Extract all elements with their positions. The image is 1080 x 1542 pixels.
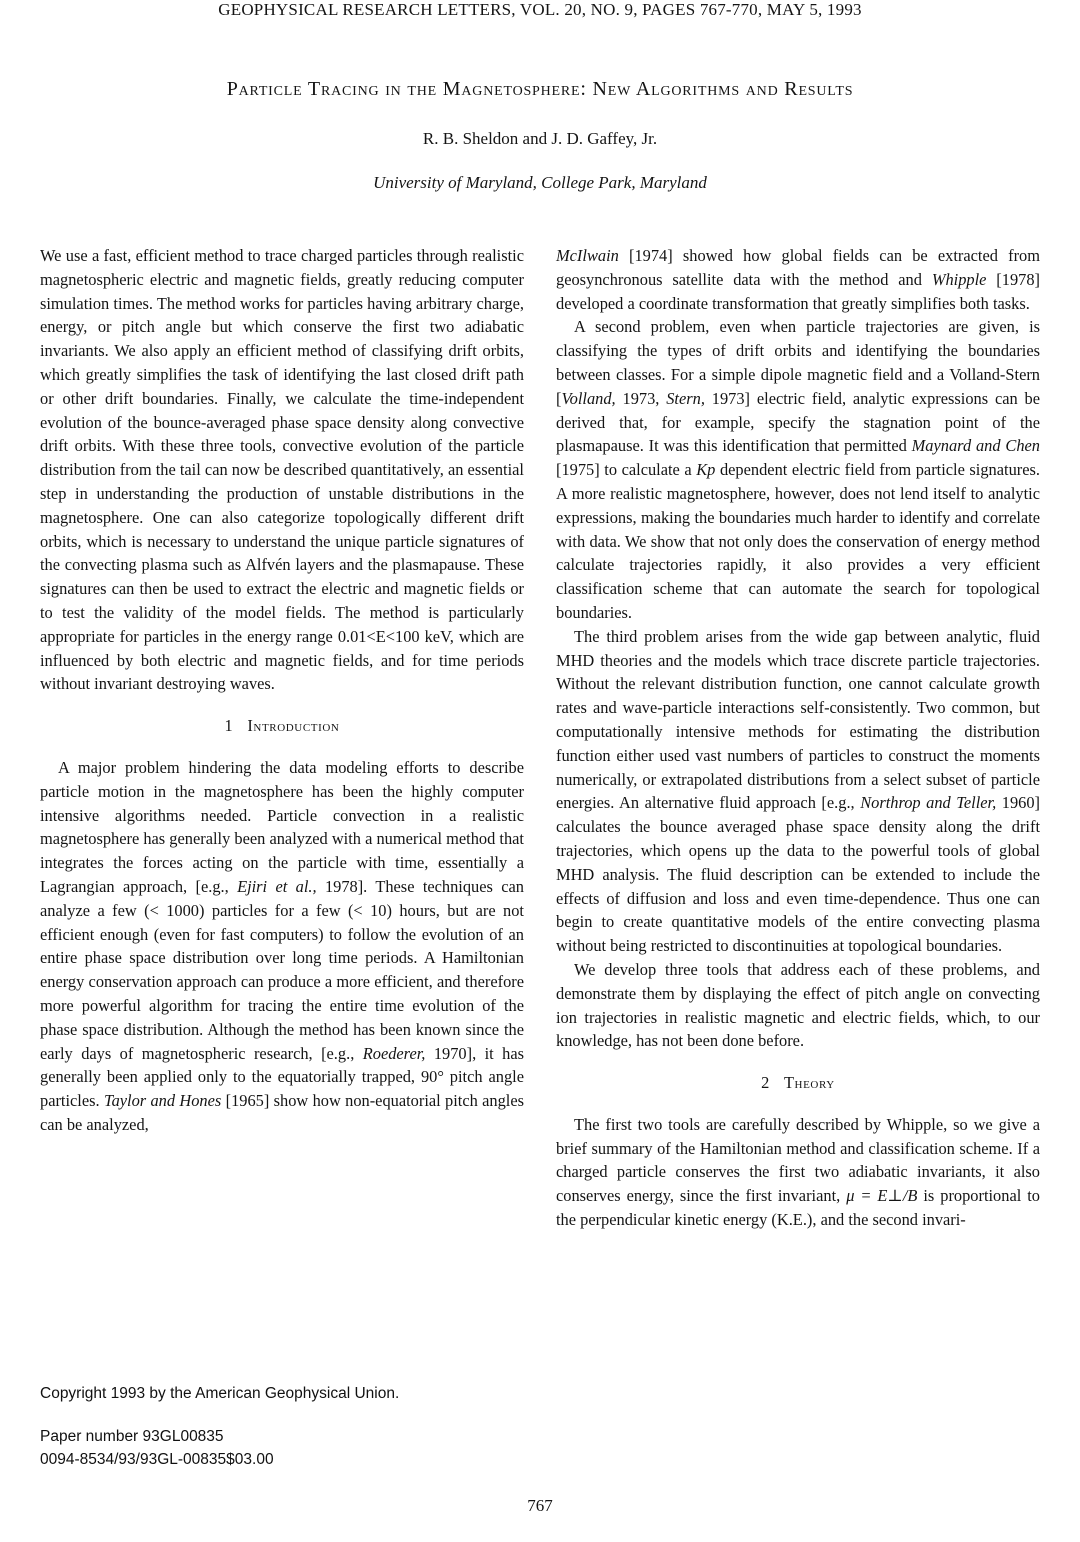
equation: μ = E⊥/B (846, 1186, 918, 1206)
citation: Volland, (561, 388, 616, 408)
section-heading-theory (556, 1071, 1040, 1095)
intro-paragraph-4: We develop three tools that address each of these problems, and demonstrate them by displaying the effect of pitch angle on convecting ion trajectories in realistic magnetic and electric fields, which, to our knowledge, has not been done before. (556, 959, 1040, 1051)
citation: Stern, (666, 388, 705, 408)
left-column (40, 244, 524, 1137)
copyright-block (40, 1382, 520, 1471)
section-number: 2 (761, 1073, 770, 1093)
page-number: 767 (527, 1496, 553, 1515)
journal-header: GEOPHYSICAL RESEARCH LETTERS, VOL. 20, NO. 9, PAGES 767-770, MAY 5, 1993 (218, 0, 862, 19)
paper-code: 0094-8534/93/93GL-00835$03.00 (40, 1451, 274, 1468)
affiliation: University of Maryland, College Park, Maryland (373, 173, 707, 192)
paper-title: Particle Tracing in the Magnetosphere: New Algorithms and Results (226, 78, 854, 100)
kp-symbol: Kp (696, 460, 716, 480)
right-column (556, 244, 1040, 1232)
intro-paragraph-3: The third problem arises from the wide gap between analytic, fluid MHD theories and the models which trace discrete particle trajectories. Without the relevant distribution function, one cannot calculate growth rates and wave-particle interactions self-consistently. Two common, but computationally intensive methods for estimating the distribution function either used vast numbers of particles to construct the moments numerically, or extrapolated distributions from a select subset of particle energies. An alternative fluid approach [e.g., Northrop and Teller, 1960] calculates the bounce averaged phase space density along the drift trajectories, which opens up the data to the powerful tools of global MHD analysis. The fluid description can be extended to include the effects of diffusion and loss and even time-dependence. Thus one can begin to create quantitative models of the entire convecting plasma without being restricted to discontinuities at topological boundaries. (556, 626, 1041, 956)
paper-number: Paper number 93GL00835 (40, 1428, 224, 1445)
intro-paragraph-1-continued: McIlwain [1974] showed how global fields can be extracted from geosynchronous satellite data with the method and Whipple [1978] developed a coordinate transformation that greatly simplifies both tasks. (556, 246, 1040, 313)
citation: Roederer, (362, 1043, 426, 1063)
theory-paragraph-1: The first two tools are carefully described by Whipple, so we give a brief summary of the Hamiltonian method and classification scheme. If a charged particle conserves the first two adiabatic invariants, it also conserves energy, since the first invariant, μ = E⊥/B is proportional to the perpendicular kinetic energy (K.E.), and the second invari- (556, 1114, 1040, 1230)
citation: Northrop and Teller, (860, 793, 997, 813)
section-title: Introduction (247, 716, 340, 736)
authors: R. B. Sheldon and J. D. Gaffey, Jr. (422, 129, 658, 148)
citation: Whipple (931, 269, 987, 289)
section-title: Theory (783, 1073, 835, 1093)
intro-paragraph-1: A major problem hindering the data modeling efforts to describe particle motion in the magnetosphere has been the highly computer intensive algorithms needed. Particle convection in a realistic magnetosphere has generally been analyzed with a numerical method that integrates the forces acting on the particle with time, essentially a Lagrangian approach, [e.g., Ejiri et al., 1978]. These techniques can analyze a few (< 1000) particles for a few (< 10) hours, but are not efficient enough (even for fast computers) to follow the evolution of an entire phase space distribution over long time periods. A Hamiltonian energy conservation approach can produce a more efficient, and therefore more powerful algorithm for tracing the entire time evolution of the phase space distribution. Although the method has been known since the early days of magnetospheric research, [e.g., Roederer, 1970], it has generally been applied only to the equatorially trapped, 90° pitch angle particles. Taylor and Hones [1965] show how non-equatorial pitch angles can be analyzed, (40, 757, 525, 1134)
citation: Ejiri et al., (237, 876, 317, 896)
intro-paragraph-2: A second problem, even when particle trajectories are given, is classifying the types of drift orbits and identifying the boundaries between classes. For a simple dipole magnetic field and a Volland-Stern [Volland, 1973, Stern, 1973] electric field, analytic expressions can be derived that, for example, specify the stagnation point of the plasmapause. It was this identification that permitted Maynard and Chen [1975] to calculate a Kp dependent electric field from particle signatures. A more realistic magnetosphere, however, does not lend itself to analytic expressions, making the boundaries much harder to identify and correlate with data. We show that not only does the conservation of energy method calculate trajectories rapidly, it also provides a very efficient classification scheme that can automate the search for topological boundaries. (556, 317, 1040, 622)
copyright-notice: Copyright 1993 by the American Geophysical Union. (40, 1385, 400, 1402)
citation: Taylor and Hones (103, 1091, 222, 1111)
abstract: We use a fast, efficient method to trace charged particles through realistic magnetospheric electric and magnetic fields, greatly reducing computer simulation times. The method works for particles having arbitrary charge, energy, or pitch angle but which conserve the first two adiabatic invariants. We also apply an efficient method of classifying drift orbits, which greatly simplifies the task of identifying the last closed drift path or other drift boundaries. Finally, we calculate the time-independent evolution of the bounce-averaged phase space density along convective drift orbits. With these three tools, convective evolution of the particle distribution from the tail can now be described quantitatively, an essential step in understanding the production of unstable distributions in the magnetosphere. One can also categorize topologically different drift orbits, which is necessary to understand the unique particle signatures of the convecting plasma such as Alfvén layers and the plasmapause. These signatures can then be used to extract the electric and magnetic fields or to test the validity of the model fields. The method is particularly appropriate for particles in the energy range 0.01<E<100 keV, which are influenced by both electric and magnetic fields, and for time periods without invariant destroying waves. (40, 246, 524, 694)
section-number: 1 (224, 716, 234, 736)
section-heading-introduction (40, 714, 524, 738)
citation: Maynard and Chen (911, 436, 1040, 456)
citation: McIlwain (556, 246, 619, 265)
